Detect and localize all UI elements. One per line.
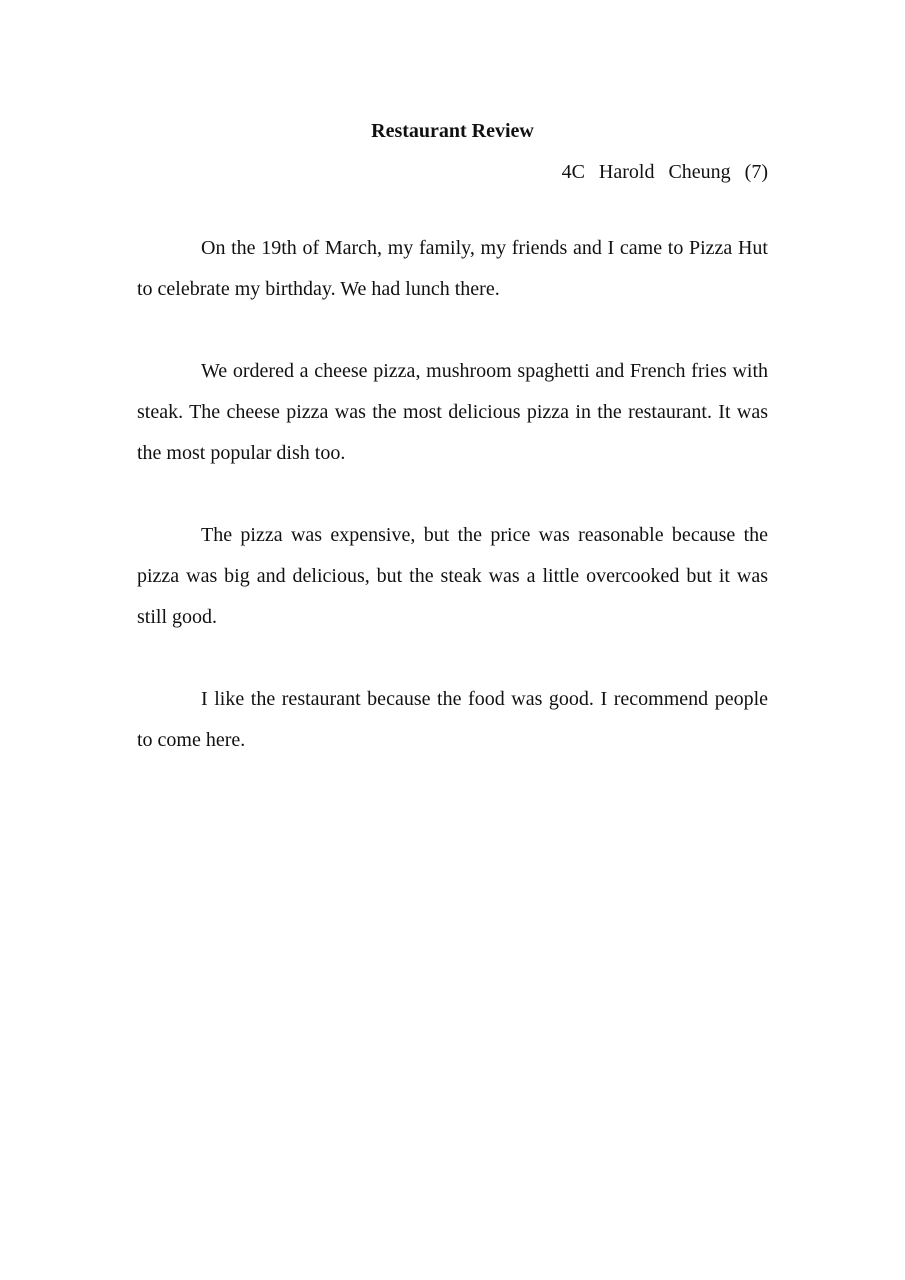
- author-line: 4C Harold Cheung (7): [561, 161, 768, 183]
- paragraph-4: I like the restaurant because the food was good. I recommend people to come here.: [137, 688, 768, 751]
- document-content: [137, 115, 768, 761]
- review-body: [137, 228, 768, 761]
- paragraph-3: The pizza was expensive, but the price was reasonable because the pizza was big and delicious, but the steak was a little overcooked but it was still good.: [137, 524, 768, 628]
- paragraph-1: On the 19th of March, my family, my friends and I came to Pizza Hut to celebrate my birthday. We had lunch there.: [137, 237, 768, 300]
- paragraph-2: We ordered a cheese pizza, mushroom spaghetti and French fries with steak. The cheese pizza was the most delicious pizza in the restaurant. It was the most popular dish too.: [137, 360, 768, 464]
- document-title: Restaurant Review: [371, 120, 534, 142]
